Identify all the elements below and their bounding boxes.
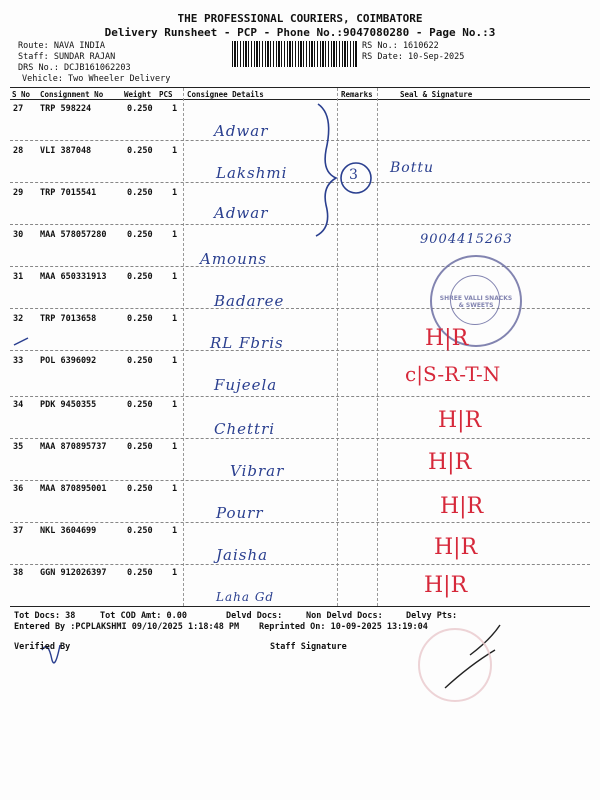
row-sno: 35	[13, 442, 24, 452]
route-info: Route: NAVA INDIA	[18, 41, 105, 51]
seal-text: SHREE VALLI SNACKS & SWEETS	[439, 295, 513, 309]
row-consignment: POL 6396092	[40, 356, 97, 366]
row-weight: 0.250	[127, 484, 153, 494]
row-sno: 27	[13, 104, 24, 114]
row-weight: 0.250	[127, 104, 153, 114]
consignee-handwriting: Laha Gd	[216, 590, 275, 604]
row-sno: 30	[13, 230, 24, 240]
drs-info: DRS No.: DCJB161062203	[18, 63, 131, 73]
row-consignment: NKL 3604699	[40, 526, 97, 536]
row-sno: 34	[13, 400, 24, 410]
row-weight: 0.250	[127, 230, 153, 240]
col-pcs: PCS	[159, 90, 173, 99]
remark-rtn: c|S-R-T-N	[405, 362, 501, 386]
staff-info: Staff: SUNDAR RAJAN	[18, 52, 116, 62]
consignee-handwriting: Amouns	[200, 250, 268, 268]
consignee-handwriting: Adwar	[214, 122, 269, 140]
tick-mark	[14, 338, 28, 345]
row-pcs: 1	[172, 104, 178, 114]
runsheet-subtitle: Delivery Runsheet - PCP - Phone No.:9047080280 - Page No.:3	[104, 26, 496, 39]
row-consignment: GGN 912026397	[40, 568, 107, 578]
row-consignment: MAA 870895001	[40, 484, 107, 494]
row-weight: 0.250	[127, 188, 153, 198]
consignee-handwriting: Jaisha	[216, 546, 269, 564]
vehicle-info: Vehicle: Two Wheeler Delivery	[22, 74, 171, 84]
rs-date: RS Date: 10-Sep-2025	[362, 52, 465, 62]
row-sno: 38	[13, 568, 24, 578]
row-sno: 37	[13, 526, 24, 536]
row-consignment: MAA 578057280	[40, 230, 107, 240]
col-weight: Weight	[124, 90, 152, 99]
row-pcs: 1	[172, 230, 178, 240]
row-weight: 0.250	[127, 526, 153, 536]
remark-hr: H|R	[434, 535, 478, 560]
col-remarks: Remarks	[341, 90, 373, 99]
row-pcs: 1	[172, 400, 178, 410]
row-weight: 0.250	[127, 146, 153, 156]
consignee-handwriting: Lakshmi	[216, 164, 288, 182]
consignee-handwriting: Pourr	[216, 504, 264, 522]
row-sno: 29	[13, 188, 24, 198]
delivery-points: Delvy Pts:	[406, 611, 458, 621]
row-weight: 0.250	[127, 568, 153, 578]
row-weight: 0.250	[127, 356, 153, 366]
row-consignment: MAA 870895737	[40, 442, 107, 452]
entered-by: Entered By :PCPLAKSHMI 09/10/2025 1:18:48 PM	[14, 622, 240, 632]
staff-signature-label: Staff Signature	[270, 642, 347, 652]
total-cod: Tot COD Amt: 0.00	[100, 611, 187, 621]
col-consignee: Consignee Details	[187, 90, 264, 99]
row-weight: 0.250	[127, 442, 153, 452]
recipient-signature: Bottu	[390, 160, 434, 176]
col-consignment: Consignment No	[40, 90, 104, 99]
non-delivered-docs: Non Delvd Docs:	[306, 611, 383, 621]
faded-seal-stamp	[418, 628, 492, 702]
row-consignment: TRP 7015541	[40, 188, 97, 198]
row-sno: 28	[13, 146, 24, 156]
col-sno: S No	[12, 90, 31, 99]
consignee-handwriting: Adwar	[214, 204, 269, 222]
row-consignment: MAA 650331913	[40, 272, 107, 282]
consignee-handwriting: Fujeela	[214, 376, 278, 394]
remark-hr: H|R	[425, 326, 469, 351]
row-sno: 31	[13, 272, 24, 282]
row-weight: 0.250	[127, 272, 153, 282]
row-pcs: 1	[172, 484, 178, 494]
remark-hr: H|R	[438, 408, 482, 433]
consignee-handwriting: Vibrar	[230, 462, 285, 480]
verified-by-label: Verified By	[14, 642, 71, 652]
row-consignment: PDK 9450355	[40, 400, 97, 410]
remark-hr: H|R	[428, 450, 472, 475]
phone-note: 9004415263	[420, 232, 513, 247]
remark-hr: H|R	[424, 573, 468, 598]
row-pcs: 1	[172, 568, 178, 578]
row-pcs: 1	[172, 526, 178, 536]
row-sno: 36	[13, 484, 24, 494]
remark-hr: H|R	[440, 494, 484, 519]
row-pcs: 1	[172, 314, 178, 324]
reprinted-on: Reprinted On: 10-09-2025 13:19:04	[259, 622, 428, 632]
row-pcs: 1	[172, 188, 178, 198]
row-pcs: 1	[172, 272, 178, 282]
row-weight: 0.250	[127, 314, 153, 324]
consignee-handwriting: RL Fbris	[210, 334, 284, 352]
row-consignment: TRP 7013658	[40, 314, 97, 324]
rs-number: RS No.: 1610622	[362, 41, 439, 51]
row-sno: 33	[13, 356, 24, 366]
row-pcs: 1	[172, 356, 178, 366]
consignee-handwriting: Chettri	[214, 420, 276, 438]
group-bracket	[316, 104, 336, 236]
delivered-docs: Delvd Docs:	[226, 611, 283, 621]
total-docs: Tot Docs: 38	[14, 611, 76, 621]
group-count: 3	[349, 167, 359, 183]
row-pcs: 1	[172, 442, 178, 452]
consignee-handwriting: Badaree	[214, 292, 285, 310]
row-weight: 0.250	[127, 400, 153, 410]
row-pcs: 1	[172, 146, 178, 156]
col-seal: Seal & Signature	[400, 90, 473, 99]
company-title: THE PROFESSIONAL COURIERS, COIMBATORE	[177, 12, 423, 25]
row-consignment: VLI 387048	[40, 146, 92, 156]
row-sno: 32	[13, 314, 24, 324]
row-consignment: TRP 598224	[40, 104, 92, 114]
